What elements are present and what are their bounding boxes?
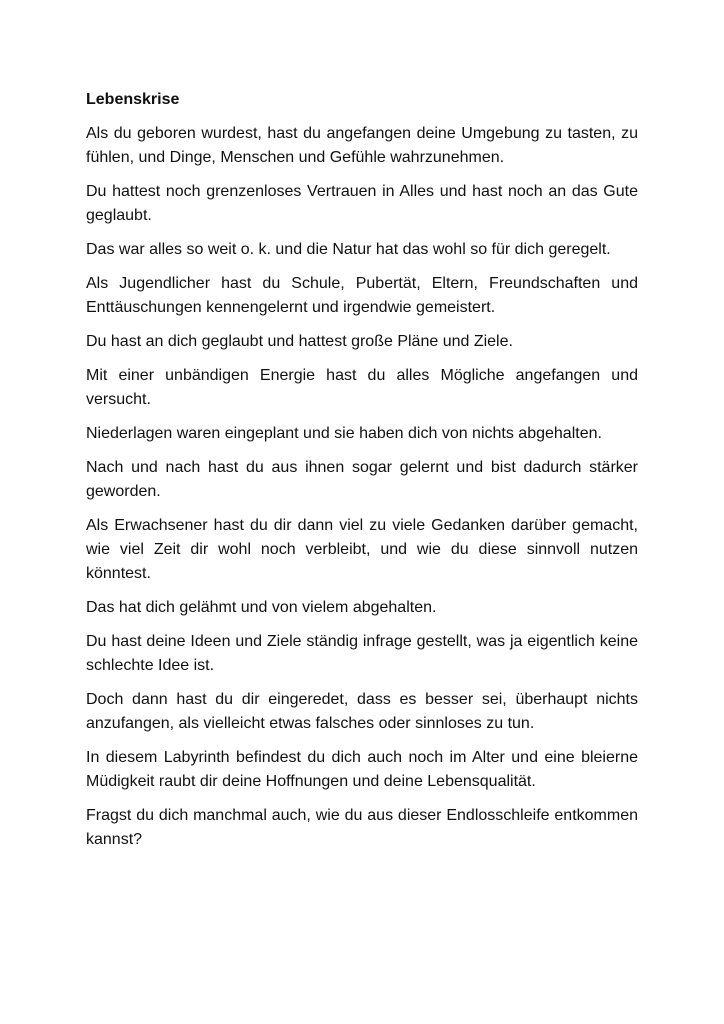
- paragraph-10: Das hat dich gelähmt und von vielem abgehalten.: [86, 599, 437, 616]
- paragraph-7: Niederlagen waren eingeplant und sie haben dich von nichts abgehalten.: [86, 425, 602, 442]
- paragraph-12: Doch dann hast du dir eingeredet, dass es besser sei, überhaupt nichts anzufangen, als vielleicht etwas falsches oder sinnloses zu tun.: [86, 691, 638, 732]
- paragraph-11: Du hast deine Ideen und Ziele ständig infrage gestellt, was ja eigentlich keine schlechte Idee ist.: [86, 633, 638, 674]
- paragraph-14: Fragst du dich manchmal auch, wie du aus dieser Endlosschleife entkommen kannst?: [86, 807, 638, 848]
- paragraph-5: Du hast an dich geglaubt und hattest große Pläne und Ziele.: [86, 333, 513, 350]
- paragraph-9: Als Erwachsener hast du dir dann viel zu viele Gedanken darüber gemacht, wie viel Zeit dir wohl noch verbleibt, und wie du diese sinnvoll nutzen könntest.: [86, 517, 638, 582]
- paragraph-13: In diesem Labyrinth befindest du dich auch noch im Alter und eine bleierne Müdigkeit raubt dir deine Hoffnungen und deine Lebensqualität.: [86, 749, 638, 790]
- paragraph-8: Nach und nach hast du aus ihnen sogar gelernt und bist dadurch stärker geworden.: [86, 459, 638, 500]
- document-page: [86, 88, 638, 862]
- paragraph-3: Das war alles so weit o. k. und die Natur hat das wohl so für dich geregelt.: [86, 241, 611, 258]
- document-title: Lebenskrise: [86, 91, 180, 108]
- paragraph-4: Als Jugendlicher hast du Schule, Pubertät, Eltern, Freundschaften und Enttäuschungen kennengelernt und irgendwie gemeistert.: [86, 275, 638, 316]
- paragraph-2: Du hattest noch grenzenloses Vertrauen in Alles und hast noch an das Gute geglaubt.: [86, 183, 638, 224]
- paragraph-6: Mit einer unbändigen Energie hast du alles Mögliche angefangen und versucht.: [86, 367, 638, 408]
- paragraph-1: Als du geboren wurdest, hast du angefangen deine Umgebung zu tasten, zu fühlen, und Dinge, Menschen und Gefühle wahrzunehmen.: [86, 125, 638, 166]
